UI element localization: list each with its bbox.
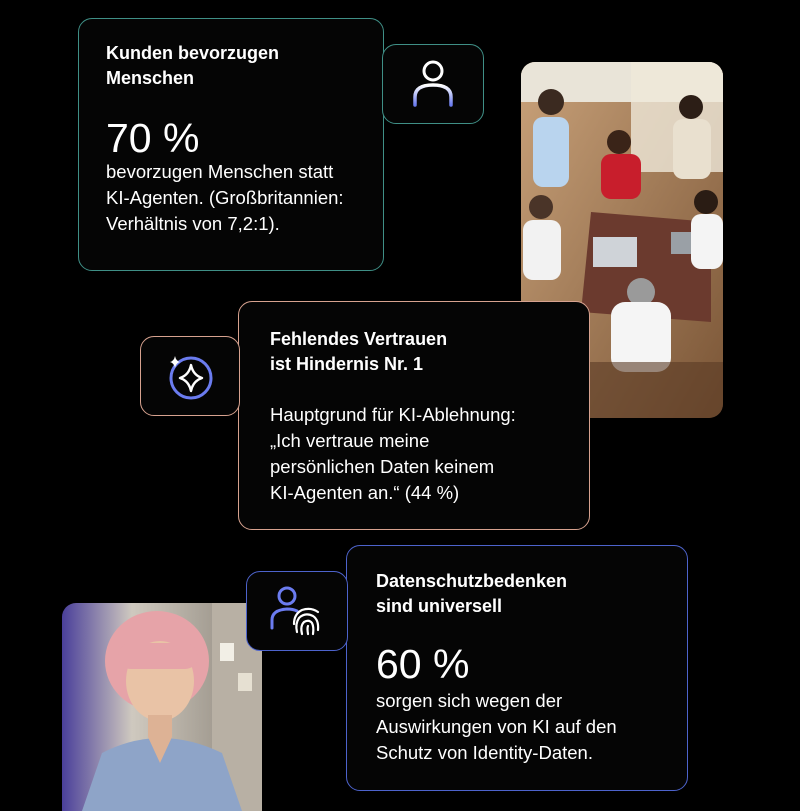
person-fingerprint-icon <box>269 584 325 638</box>
fingerprint-icon-box <box>246 571 348 651</box>
card3-description: sorgen sich wegen der Auswirkungen von KI auf den Schutz von Identity-Daten. <box>376 690 617 763</box>
card2-title: Fehlendes Vertrauen ist Hindernis Nr. 1 <box>270 329 448 374</box>
person-icon <box>409 59 457 109</box>
customers-prefer-humans-card <box>78 18 384 271</box>
card3-title: Datenschutzbedenken sind universell <box>376 571 568 616</box>
card1-description: bevorzugen Menschen statt KI-Agenten. (Großbritannien: Verhältnis von 7,2:1). <box>106 161 344 234</box>
lack-of-trust-card <box>238 301 590 530</box>
sparkle-badge-icon <box>165 351 215 401</box>
card3-stat: 60 % <box>376 641 470 687</box>
portrait-photo-illustration <box>62 603 262 811</box>
card2-description: Hauptgrund für KI-Ablehnung: „Ich vertraue meine persönlichen Daten keinem KI-Agenten an.“ (44 %) <box>270 404 516 503</box>
privacy-concerns-card <box>346 545 688 791</box>
portrait-photo <box>62 603 262 811</box>
sparkle-icon-box <box>140 336 240 416</box>
card1-stat: 70 % <box>106 115 200 161</box>
person-icon-box <box>382 44 484 124</box>
card1-title: Kunden bevorzugen Menschen <box>106 43 280 88</box>
